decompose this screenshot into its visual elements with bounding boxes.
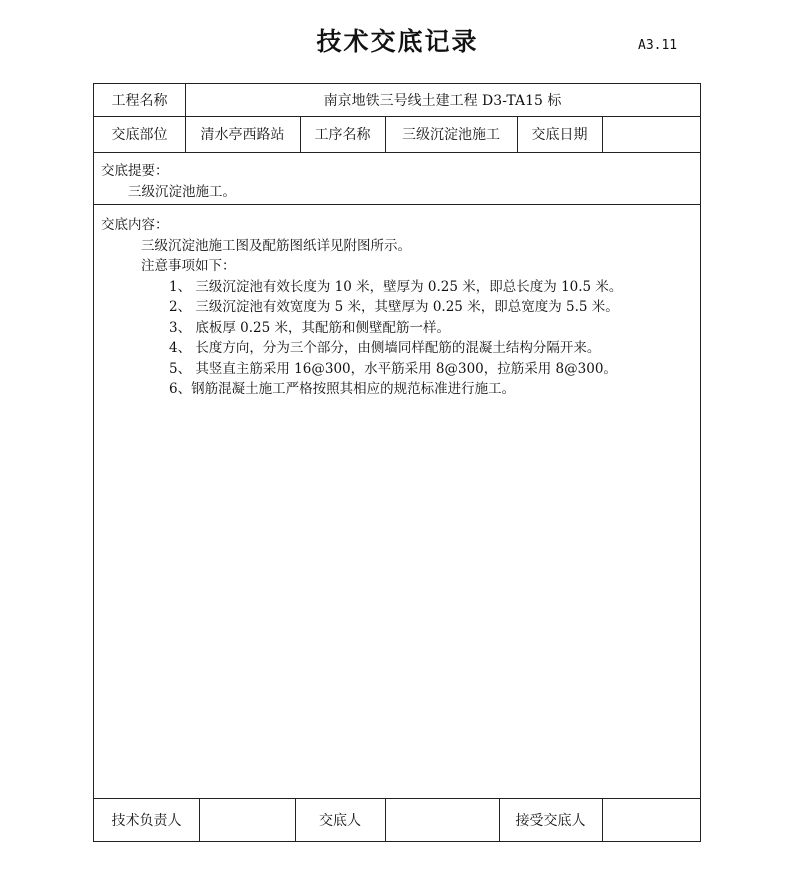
project-name-value: 南京地铁三号线土建工程 D3-TA15 标 (323, 93, 562, 109)
document-title: 技术交底记录 (316, 27, 479, 56)
note-item: 2、 三级沉淀池有效宽度为 5 米，其壁厚为 0.25 米，即总宽度为 5.5 米。 (169, 299, 619, 315)
tech-lead-value (199, 798, 295, 841)
content-label: 交底内容： (101, 217, 169, 233)
date-value (602, 116, 700, 152)
form-code: A3.11 (638, 38, 678, 53)
process-value: 三级沉淀池施工 (402, 127, 500, 143)
note-item: 3、 底板厚 0.25 米，其配筋和侧壁配筋一样。 (169, 319, 451, 336)
discloser-label: 交底人 (319, 812, 361, 829)
row-divider (94, 152, 700, 153)
date-label: 交底日期 (531, 127, 588, 143)
note-item: 4、 长度方向，分为三个部分，由侧墙同样配筋的混凝土结构分隔开来。 (169, 340, 601, 356)
notes-label: 注意事项如下： (141, 258, 236, 274)
discloser-value (385, 798, 499, 841)
part-value: 清水亭西路站 (200, 127, 285, 143)
content-intro: 三级沉淀池施工图及配筋图纸详见附图所示。 (141, 237, 411, 254)
content-section (101, 215, 622, 400)
summary-label: 交底提要： (101, 163, 169, 179)
part-label: 交底部位 (111, 127, 168, 143)
receiver-value (602, 798, 700, 841)
process-label: 工序名称 (314, 127, 371, 143)
summary-section (101, 161, 236, 202)
note-item: 5、 其竖直主筋采用 16@300，水平筋采用 8@300，拉筋采用 8@300。 (169, 360, 617, 377)
receiver-label: 接受交底人 (515, 812, 586, 829)
note-item: 1、 三级沉淀池有效长度为 10 米，壁厚为 0.25 米，即总长度为 10.5 米。 (169, 278, 623, 295)
tech-lead-label: 技术负责人 (111, 812, 182, 829)
project-name-label: 工程名称 (111, 93, 168, 109)
row-divider (94, 204, 700, 205)
record-table (93, 83, 701, 842)
summary-text: 三级沉淀池施工。 (128, 183, 236, 200)
note-item: 6、钢筋混凝土施工严格按照其相应的规范标准进行施工。 (169, 381, 516, 397)
